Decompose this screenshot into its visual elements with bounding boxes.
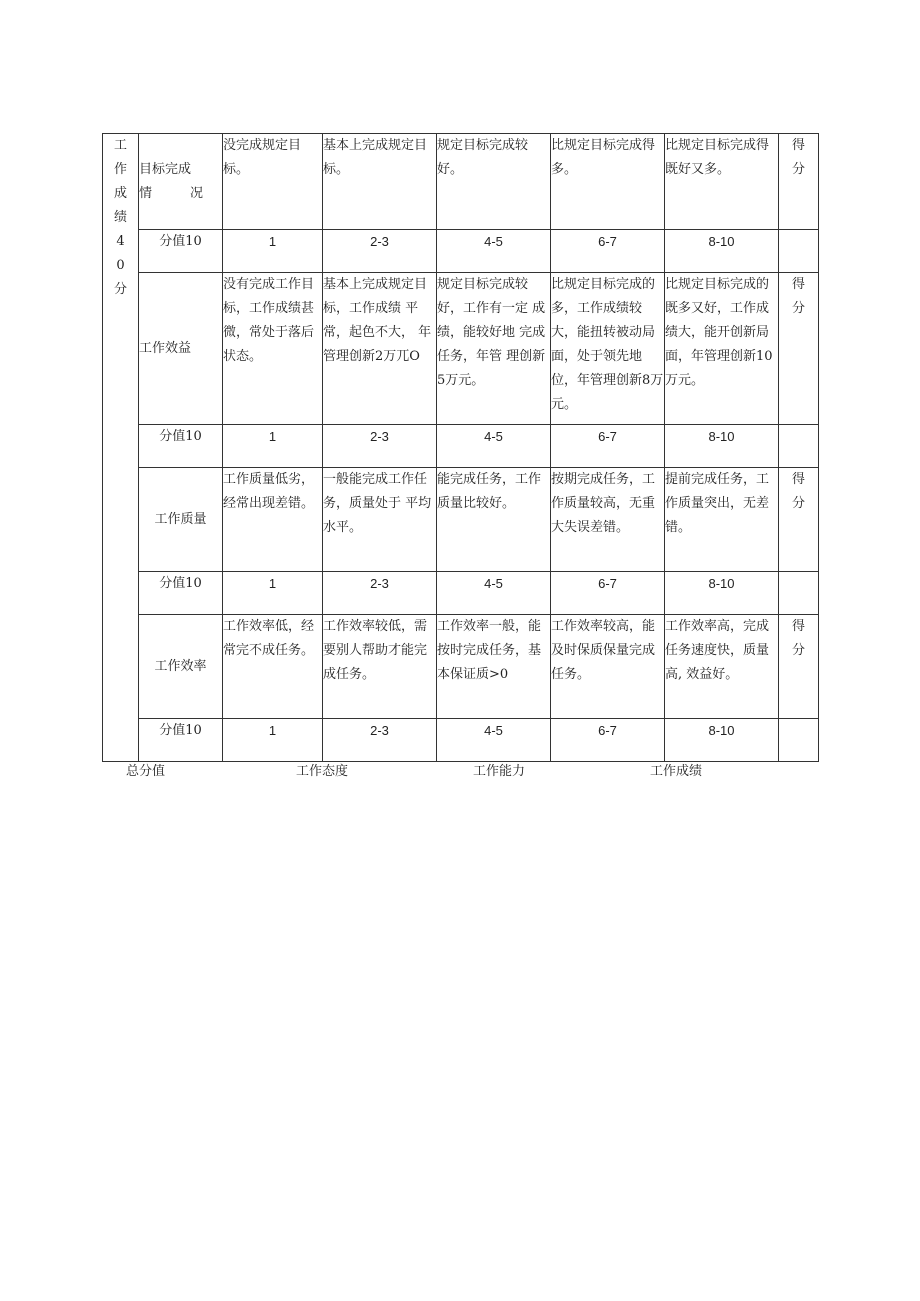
result-label: 得分 xyxy=(791,138,805,177)
score-value: 1 xyxy=(223,572,323,615)
table-row xyxy=(103,273,819,425)
footer-performance-label: 工作成绩 xyxy=(650,764,703,779)
category-line: 情 xyxy=(139,185,153,201)
score-value: 1 xyxy=(223,230,323,273)
score-label: 分值10 xyxy=(139,572,223,615)
description-cell: 工作效率较低，需要别人帮助才能完成任务。 xyxy=(323,615,437,719)
score-value: 6-7 xyxy=(551,572,665,615)
footer-ability-label: 工作能力 xyxy=(473,764,526,779)
category-cell: 工作效益 xyxy=(139,273,223,425)
table-row xyxy=(103,468,819,572)
score-value: 2-3 xyxy=(323,719,437,762)
footer-attitude-label: 工作态度 xyxy=(296,764,349,779)
result-label: 得分 xyxy=(791,277,805,316)
result-label: 得分 xyxy=(791,472,805,511)
result-label: 得分 xyxy=(791,619,805,658)
description-cell: 规定目标完成较好，工作有一定 成绩，能较好地 完成任务，年管 理创新5万元。 xyxy=(437,273,551,425)
score-value: 8-10 xyxy=(665,230,779,273)
side-label: 工作成绩40分 xyxy=(113,138,127,297)
score-value: 6-7 xyxy=(551,425,665,468)
table-row xyxy=(103,134,819,230)
score-value: 2-3 xyxy=(323,230,437,273)
score-value: 4-5 xyxy=(437,425,551,468)
description-cell: 基本上完成规定目标。 xyxy=(323,134,437,230)
score-value: 6-7 xyxy=(551,230,665,273)
category-cell: 工作效率 xyxy=(139,615,223,719)
result-cell xyxy=(779,468,819,572)
result-cell xyxy=(779,273,819,425)
description-cell: 工作效率一般，能按时完成任务，基本保证质>0 xyxy=(437,615,551,719)
score-value: 2-3 xyxy=(323,425,437,468)
table-row xyxy=(103,425,819,468)
description-cell: 比规定目标完成的既多又好，工作成绩大，能开创新局面，年管理创新10万元。 xyxy=(665,273,779,425)
description-cell: 工作效率低，经常完不成任务。 xyxy=(223,615,323,719)
score-label: 分值10 xyxy=(139,230,223,273)
table-row xyxy=(103,615,819,719)
score-label: 分值10 xyxy=(139,425,223,468)
score-empty-cell xyxy=(779,425,819,468)
score-empty-cell xyxy=(779,572,819,615)
result-cell xyxy=(779,134,819,230)
description-cell: 提前完成任务，工作质量突出，无差错。 xyxy=(665,468,779,572)
description-cell: 比规定目标完成得多。 xyxy=(551,134,665,230)
description-cell: 规定目标完成较好。 xyxy=(437,134,551,230)
description-cell: 工作效率较高，能及时保质保量完成任务。 xyxy=(551,615,665,719)
category-cell xyxy=(139,134,223,230)
description-cell: 基本上完成规定目标，工作成绩 平常，起色不大， 年管理创新2万兀O xyxy=(323,273,437,425)
description-cell: 工作质量低劣，经常出现差错。 xyxy=(223,468,323,572)
evaluation-table xyxy=(102,133,819,762)
footer-total-label: 总分值 xyxy=(126,764,166,779)
description-cell: 比规定目标完成得既好又多。 xyxy=(665,134,779,230)
description-cell: 能完成任务，工作质量比较好。 xyxy=(437,468,551,572)
score-value: 4-5 xyxy=(437,572,551,615)
score-empty-cell xyxy=(779,719,819,762)
score-empty-cell xyxy=(779,230,819,273)
category-cell: 工作质量 xyxy=(139,468,223,572)
score-value: 8-10 xyxy=(665,572,779,615)
score-value: 8-10 xyxy=(665,425,779,468)
table-row xyxy=(103,572,819,615)
score-label: 分值10 xyxy=(139,719,223,762)
score-value: 4-5 xyxy=(437,719,551,762)
score-value: 8-10 xyxy=(665,719,779,762)
table-row xyxy=(103,230,819,273)
score-value: 1 xyxy=(223,425,323,468)
description-cell: 一般能完成工作任务，质量处于 平均水平。 xyxy=(323,468,437,572)
score-value: 4-5 xyxy=(437,230,551,273)
score-value: 2-3 xyxy=(323,572,437,615)
description-cell: 比规定目标完成的多，工作成绩较大，能扭转被动局面，处于领先地位，年管理创新8万元。 xyxy=(551,273,665,425)
description-cell: 工作效率高，完成任务速度快，质量高, 效益好。 xyxy=(665,615,779,719)
score-value: 6-7 xyxy=(551,719,665,762)
description-cell: 没有完成工作目标，工作成绩甚微，常处于落后状态。 xyxy=(223,273,323,425)
description-cell: 没完成规定目标。 xyxy=(223,134,323,230)
result-cell xyxy=(779,615,819,719)
table-row xyxy=(103,719,819,762)
category-line: 目标完成 xyxy=(139,161,192,177)
side-category-cell xyxy=(103,134,139,762)
category-line: 况 xyxy=(189,185,203,201)
score-value: 1 xyxy=(223,719,323,762)
description-cell: 按期完成任务，工作质量较高，无重大失误差错。 xyxy=(551,468,665,572)
